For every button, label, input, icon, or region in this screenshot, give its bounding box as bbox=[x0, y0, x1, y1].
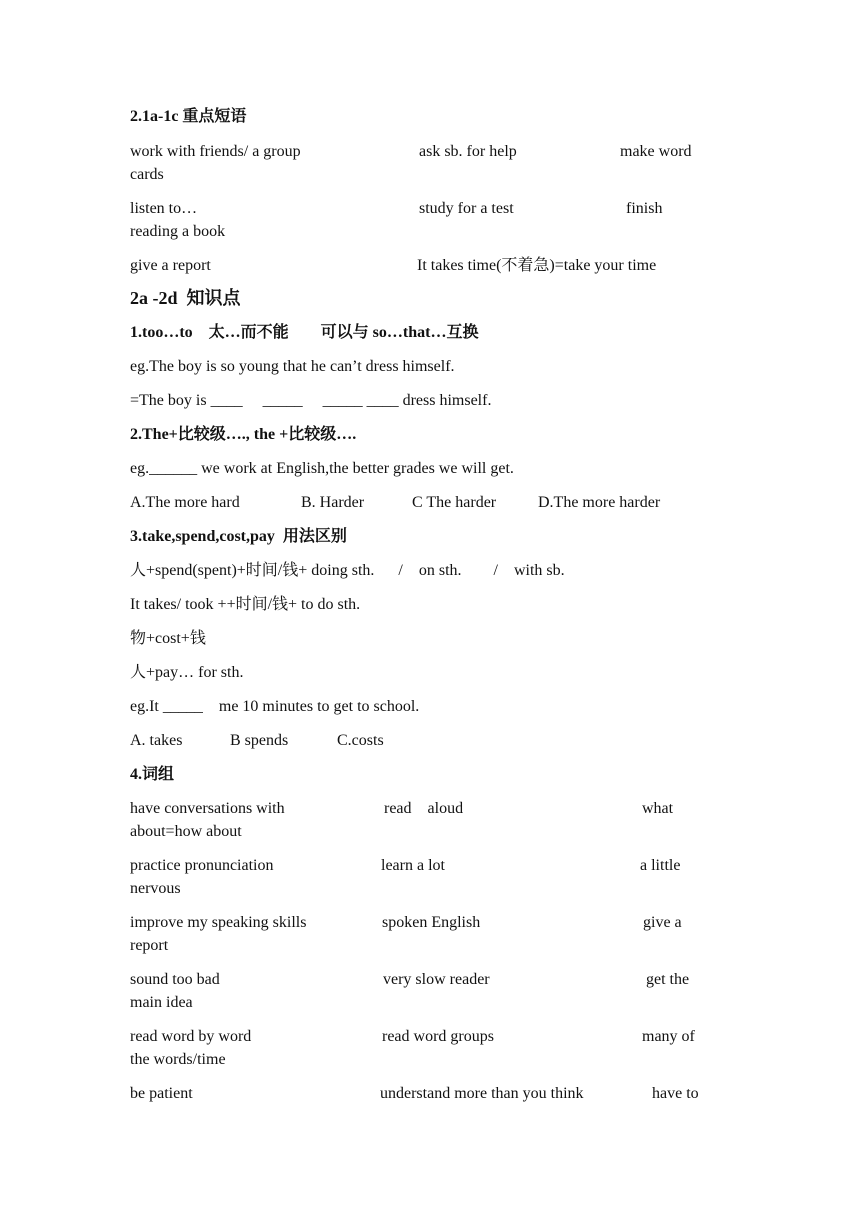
phrase: study for a test bbox=[419, 200, 514, 217]
phrase: be patient bbox=[130, 1085, 193, 1102]
phrase: finish bbox=[626, 200, 663, 217]
phrase: improve my speaking skills bbox=[130, 914, 307, 931]
phrase-continued: main idea bbox=[130, 994, 193, 1011]
phrase: read word groups bbox=[382, 1028, 494, 1045]
phrase: give a report bbox=[130, 257, 211, 274]
usage-line: It takes/ took ++时间/钱+ to do sth. bbox=[130, 596, 361, 613]
phrase-continued: about=how about bbox=[130, 823, 242, 840]
phrase: what bbox=[642, 800, 674, 817]
phrase: learn a lot bbox=[381, 857, 445, 874]
phrase: read word by word bbox=[130, 1028, 252, 1045]
usage-line: 人+pay… for sth. bbox=[130, 664, 244, 681]
phrase: practice pronunciation bbox=[130, 857, 274, 874]
point-heading: 4.词组 bbox=[130, 766, 175, 783]
usage-line: 人+spend(spent)+时间/钱+ doing sth. / on sth. / with sb. bbox=[130, 562, 565, 579]
phrase: ask sb. for help bbox=[419, 143, 517, 160]
phrase: spoken English bbox=[382, 914, 481, 931]
phrase: make word bbox=[620, 143, 692, 160]
phrase-continued: the words/time bbox=[130, 1051, 226, 1068]
phrase: give a bbox=[643, 914, 682, 931]
phrase: understand more than you think bbox=[380, 1085, 584, 1102]
example-sentence: eg.______ we work at English,the better grades we will get. bbox=[130, 460, 514, 477]
phrase: have to bbox=[652, 1085, 699, 1102]
point-heading: 3.take,spend,cost,pay 用法区别 bbox=[130, 528, 347, 545]
phrase: sound too bad bbox=[130, 971, 220, 988]
phrase-continued: report bbox=[130, 937, 169, 954]
choice-option: D.The more harder bbox=[538, 494, 661, 511]
point-heading: 1.too…to 太…而不能 可以与 so…that…互换 bbox=[130, 324, 479, 341]
choice-option: A.The more hard bbox=[130, 494, 240, 511]
example-sentence: eg.It _____ me 10 minutes to get to school. bbox=[130, 698, 420, 715]
phrase: very slow reader bbox=[383, 971, 490, 988]
phrase-continued: nervous bbox=[130, 880, 181, 897]
choice-option: B. Harder bbox=[301, 494, 365, 511]
point-heading: 2.The+比较级…., the +比较级…. bbox=[130, 426, 357, 443]
phrase-continued: reading a book bbox=[130, 223, 226, 240]
usage-line: 物+cost+钱 bbox=[130, 630, 206, 647]
choice-option: C.costs bbox=[337, 732, 384, 749]
phrase-continued: cards bbox=[130, 166, 164, 183]
phrase: have conversations with bbox=[130, 800, 285, 817]
example-sentence: eg.The boy is so young that he can’t dress himself. bbox=[130, 358, 455, 375]
phrase: get the bbox=[646, 971, 690, 988]
phrase: a little bbox=[640, 857, 681, 874]
fill-in-sentence: =The boy is ____ _____ _____ ____ dress himself. bbox=[130, 392, 492, 409]
section-heading: 2a -2d 知识点 bbox=[130, 288, 241, 308]
choice-option: B spends bbox=[230, 732, 289, 749]
section-title: 2.1a-1c 重点短语 bbox=[130, 108, 247, 125]
choice-option: C The harder bbox=[412, 494, 497, 511]
phrase: many of bbox=[642, 1028, 695, 1045]
phrase: read aloud bbox=[384, 800, 464, 817]
phrase: work with friends/ a group bbox=[130, 143, 301, 160]
choice-option: A. takes bbox=[130, 732, 183, 749]
phrase: It takes time(不着急)=take your time bbox=[417, 257, 657, 274]
phrase: listen to… bbox=[130, 200, 198, 217]
